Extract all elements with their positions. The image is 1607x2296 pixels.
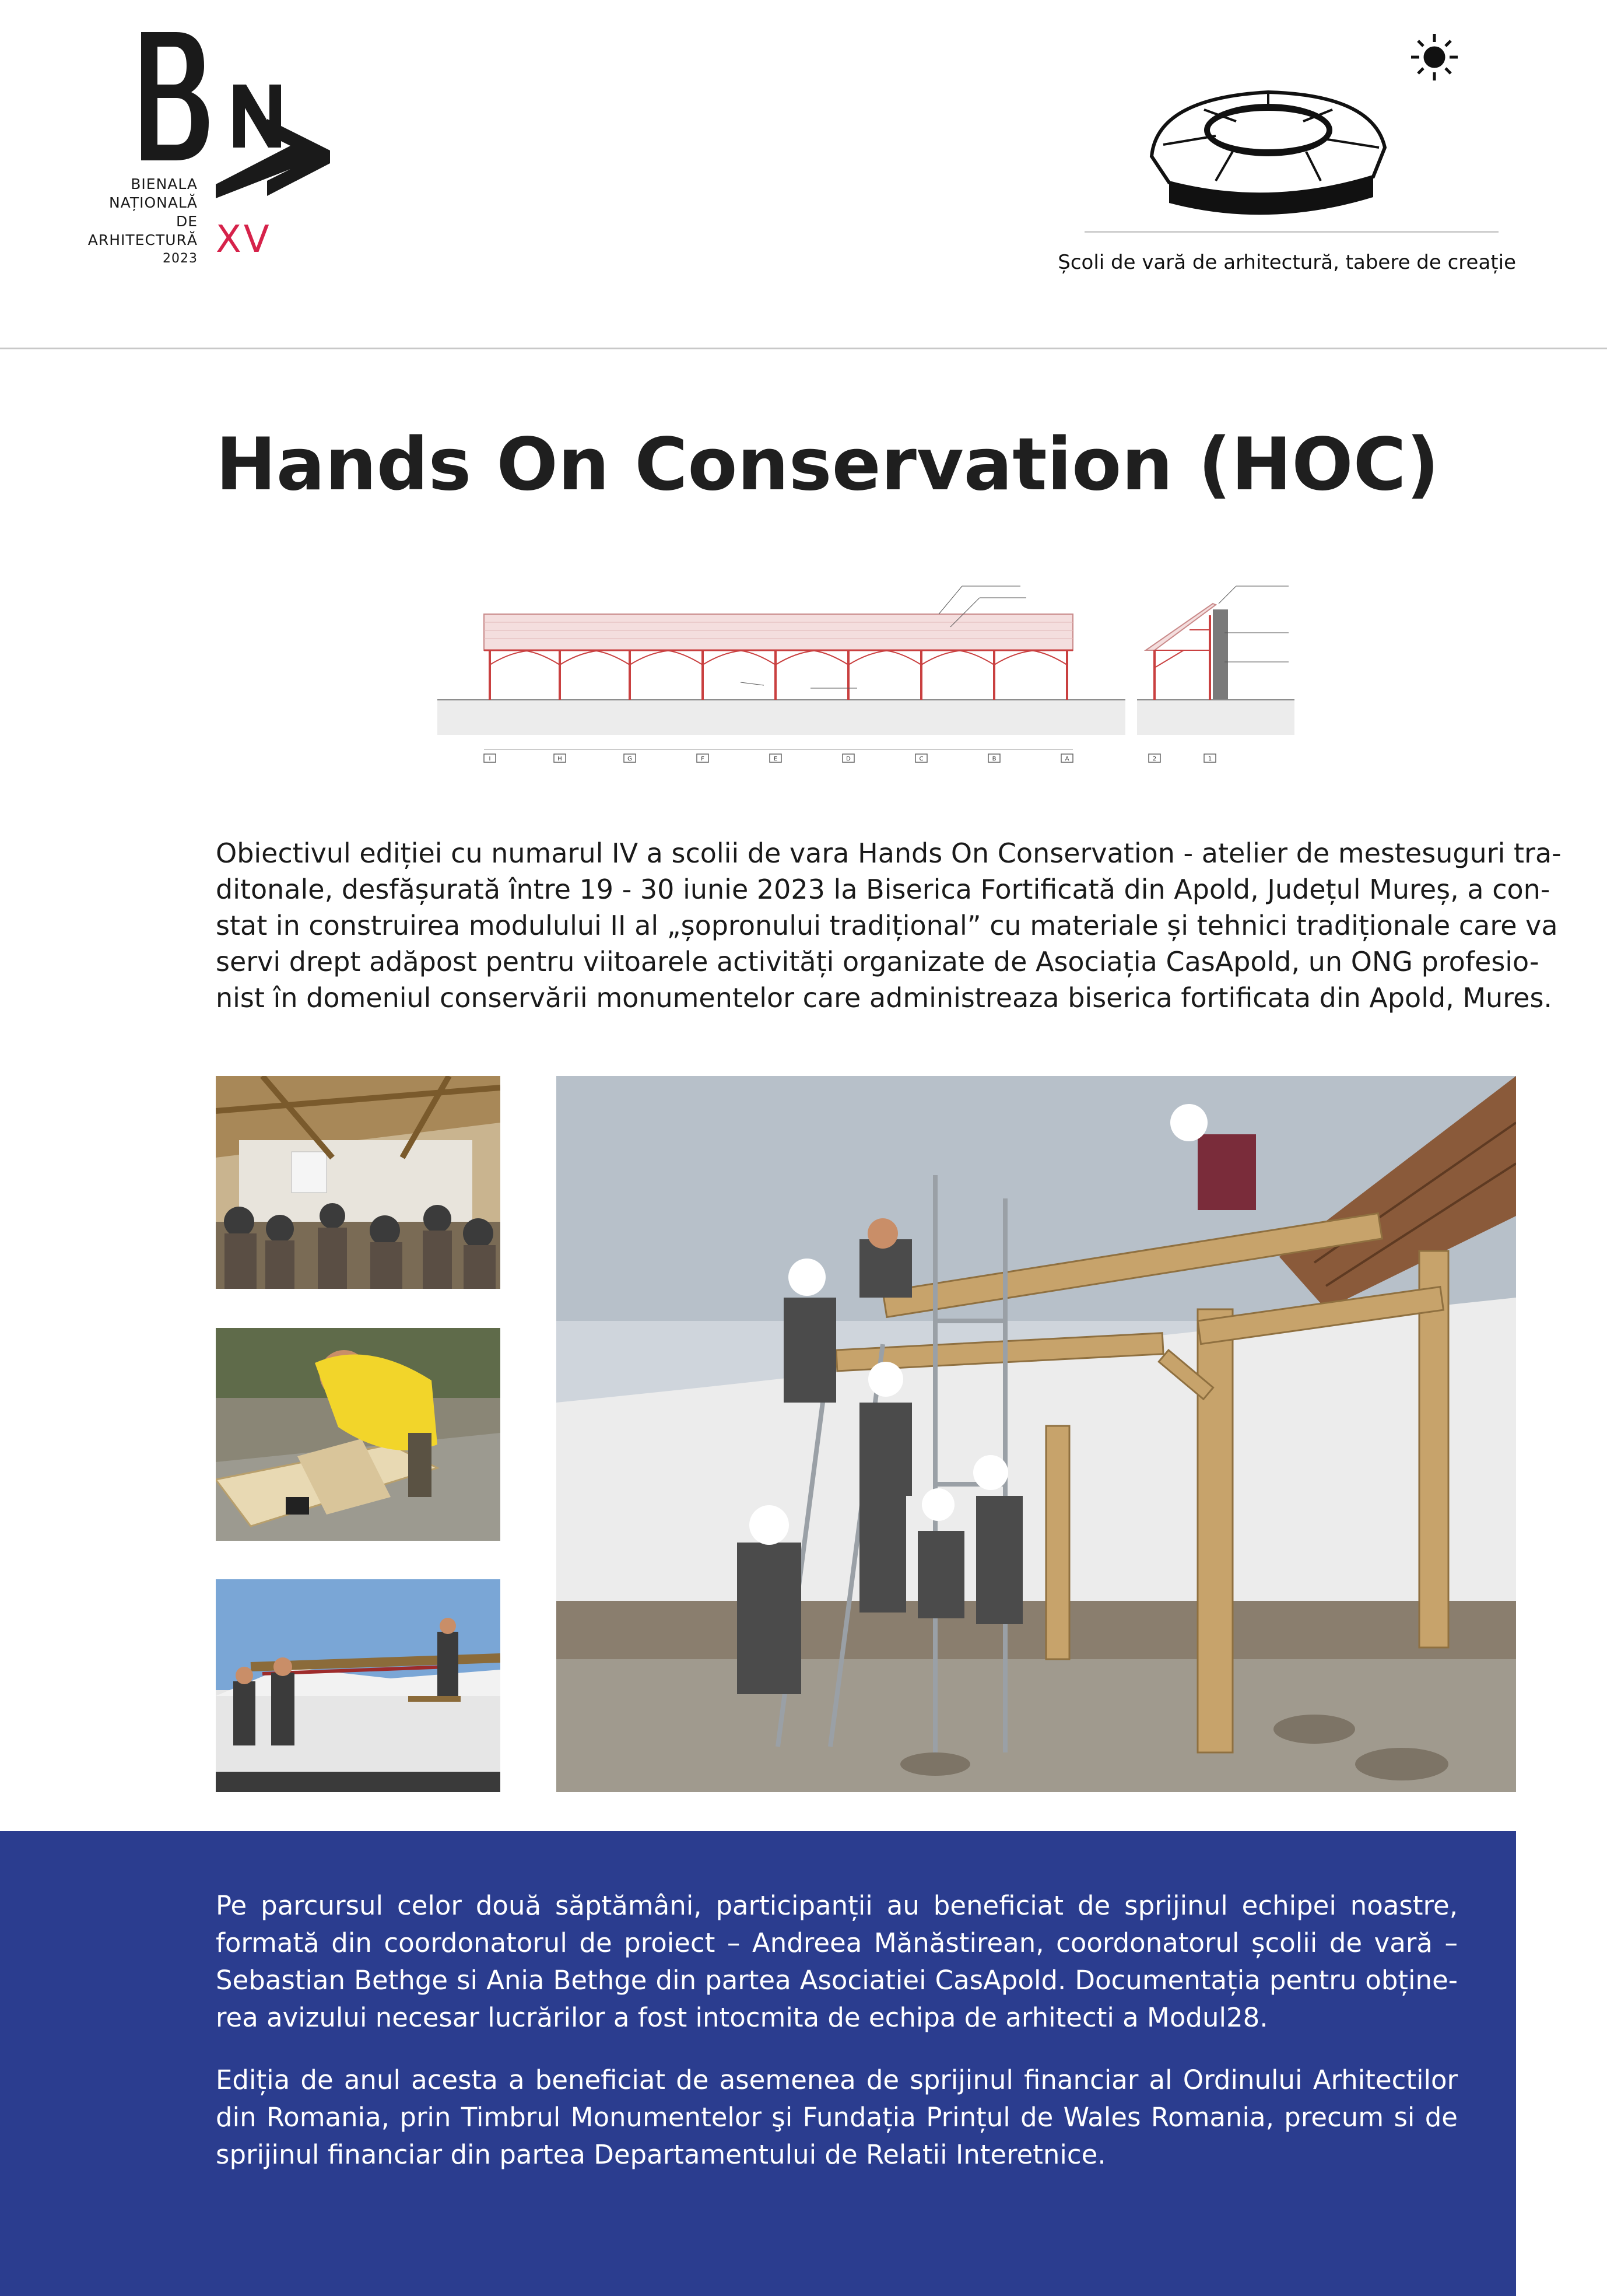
elevation-drawing: [437, 569, 1125, 790]
intro-line: ditonale, desfășurată între 19 - 30 iunie 2023 la Biserica Fortificată din Apold, Județul Mureș, a con-: [216, 874, 1550, 905]
page-divider: [0, 348, 1607, 349]
intro-line: servi drept adăpost pentru viitoarele activități organizate de Asociația CasApold, un ONG profesio-: [216, 946, 1539, 977]
construction-photo: [556, 1076, 1516, 1792]
axis-label: C: [919, 756, 924, 762]
team-line: rea avizului necesar lucrărilor a fost intocmita de echipa de arhitecti a Modul28.: [216, 2002, 1268, 2033]
team-line: formată din coordonatorul de proiect – Andreea Mănăstirean, coordonatorul școlii de vară –: [216, 1927, 1458, 1958]
beam-lifting-photo: [216, 1579, 500, 1792]
page-title: Hands On Conservation (HOC): [216, 423, 1440, 507]
funding-paragraph: [216, 2062, 1458, 2174]
intro-line: stat in construirea modulului II al „șopronului tradițional” cu materiale și tehnici tradiționale care va: [216, 910, 1558, 941]
logo-line: DE: [176, 213, 198, 230]
section-caption: Școli de vară de arhitectură, tabere de creație: [1058, 251, 1516, 274]
logo-line: BIENALA: [131, 176, 198, 192]
axis-label: G: [627, 756, 632, 762]
logo-edition: XV: [216, 218, 272, 261]
axis-label: E: [773, 756, 778, 762]
intro-line: Obiectivul ediției cu numarul IV a scolii de vara Hands On Conservation - atelier de mestesuguri tra-: [216, 837, 1562, 869]
team-line: Pe parcursul celor două săptămâni, participanții au beneficiat de sprijinul echipei noastre,: [216, 1890, 1458, 1921]
funding-line: din Romania, prin Timbrul Monumentelor şi Fundația Prințul de Wales Romania, precum si de: [216, 2102, 1458, 2133]
funding-line: sprijinul financiar din partea Departamentului de Relatii Interetnice.: [216, 2139, 1106, 2170]
axis-label: A: [1065, 756, 1069, 762]
cross-section-drawing: [1137, 569, 1294, 790]
axis-label: D: [846, 756, 851, 762]
carving-photo: [216, 1328, 500, 1541]
axis-label: 1: [1208, 756, 1212, 762]
logo-year: 2023: [163, 251, 198, 266]
axis-label: F: [701, 756, 704, 762]
summer-school-ring-icon: [1140, 28, 1466, 226]
logo-line: ARHITECTURĂ: [87, 232, 198, 248]
team-paragraph: [216, 1887, 1458, 2036]
workshop-photo: [216, 1076, 500, 1289]
axis-label: B: [992, 756, 997, 762]
bna-logo: [134, 23, 356, 198]
funding-line: Ediția de anul acesta a beneficiat de asemenea de sprijinul financiar al Ordinului Arhitectilor: [216, 2064, 1458, 2095]
intro-paragraph: [216, 835, 1562, 1016]
axis-label: H: [557, 756, 562, 762]
axis-label: 2: [1152, 756, 1157, 762]
logo-line: NAȚIONALĂ: [108, 194, 198, 211]
axis-label: I: [489, 756, 491, 762]
intro-line: nist în domeniul conservării monumentelor care administreaza biserica fortificata din Apold, Mures.: [216, 982, 1553, 1014]
header-divider: [1085, 231, 1499, 233]
team-line: Sebastian Bethge si Ania Bethge din partea Asociatiei CasApold. Documentația pentru obține-: [216, 1965, 1458, 1996]
